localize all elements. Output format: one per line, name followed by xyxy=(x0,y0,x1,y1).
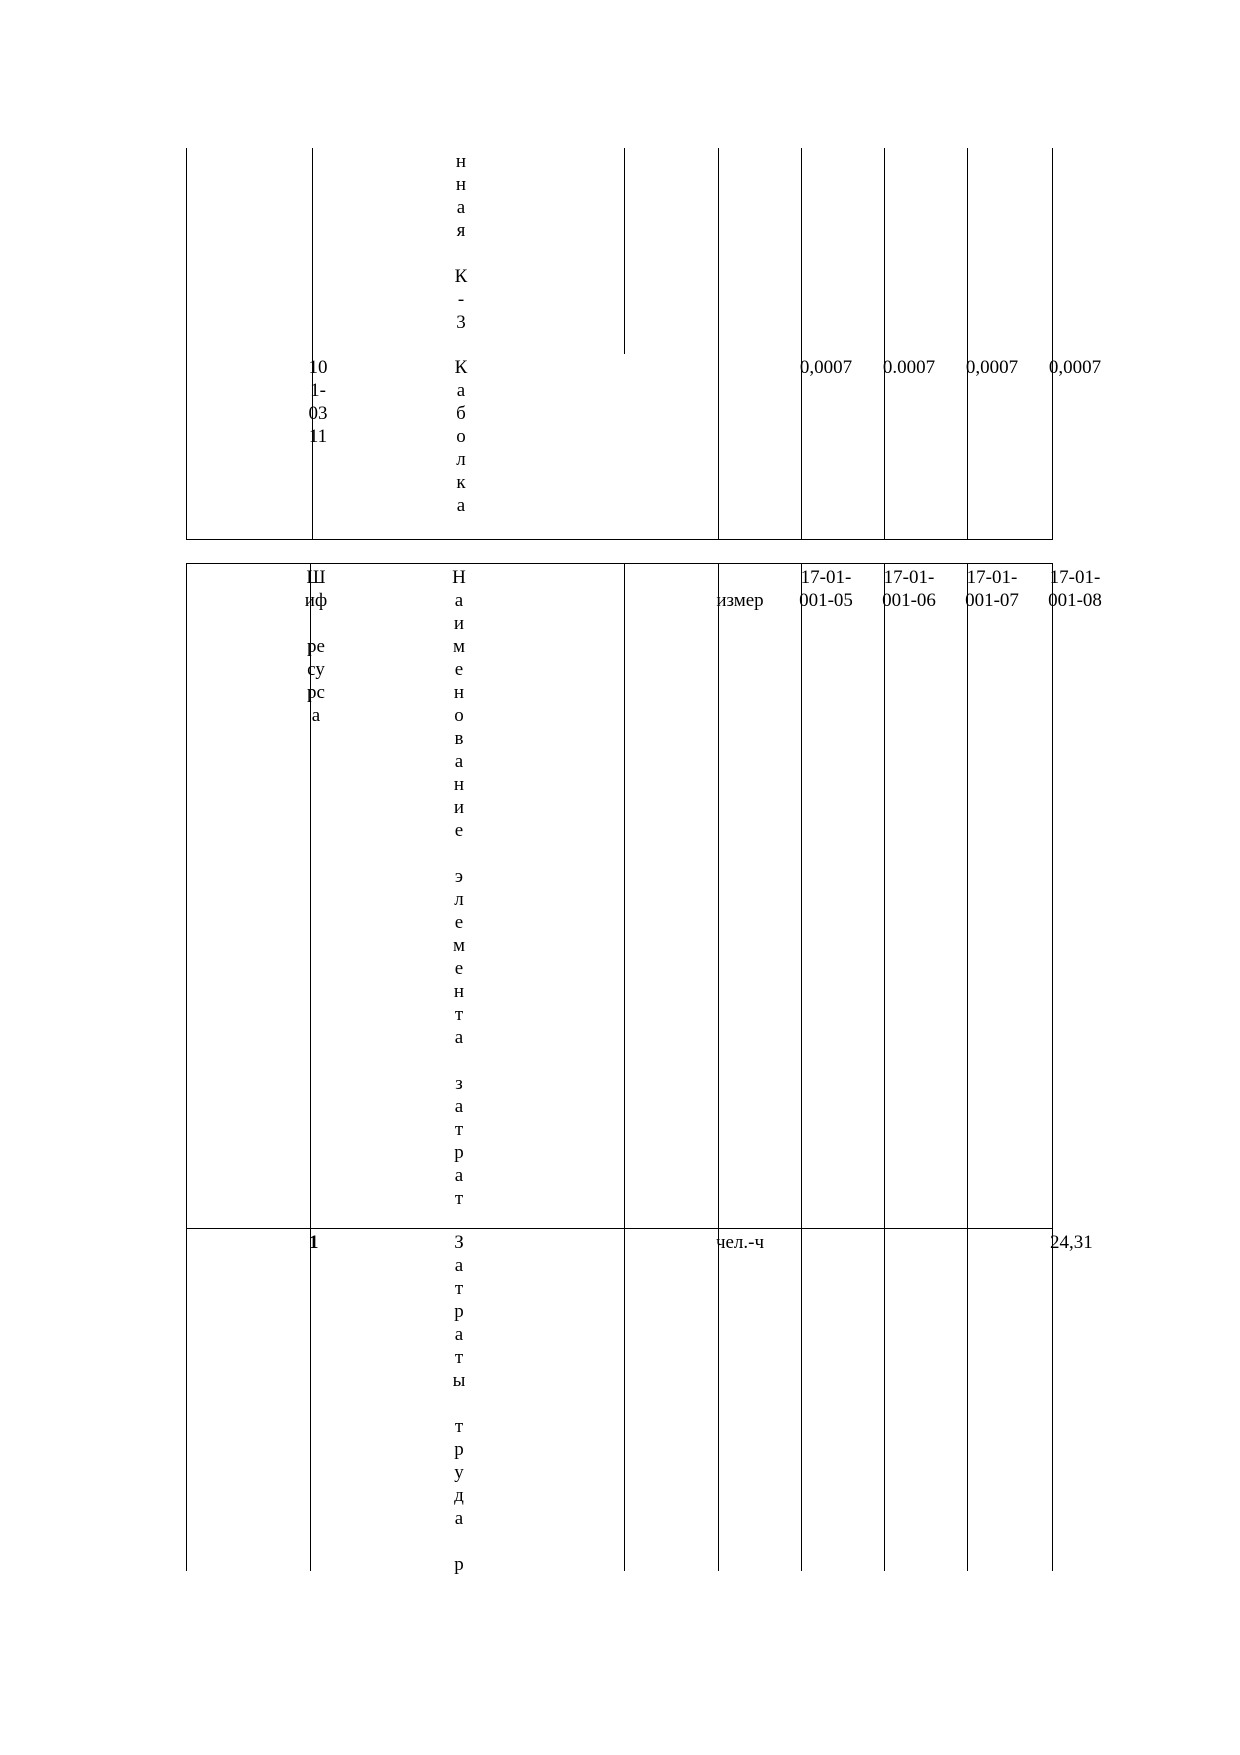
value-001-05: 0,0007 xyxy=(799,357,853,378)
letter: т xyxy=(454,1347,464,1368)
letter: ы xyxy=(452,1370,466,1391)
value-001-08: 0,0007 xyxy=(1048,357,1102,378)
letter: р xyxy=(454,1142,464,1163)
header-resource-code: Ш иф ре су рс а xyxy=(304,567,328,726)
table-border xyxy=(718,563,719,1571)
table-border xyxy=(884,563,885,1571)
letter: к xyxy=(456,472,466,493)
letter: т xyxy=(454,1119,464,1140)
letter xyxy=(447,842,471,865)
header-unit: измер xyxy=(716,590,764,611)
letter: - xyxy=(457,289,465,310)
letter: е xyxy=(454,820,464,841)
letter: о xyxy=(454,705,464,726)
letter: Н xyxy=(452,567,466,588)
table-border xyxy=(801,563,802,1571)
letter: и xyxy=(453,797,465,818)
letter: т xyxy=(454,1004,464,1025)
header-001-07: 17-01- 001-07 xyxy=(965,567,1019,611)
letter: а xyxy=(454,590,464,611)
table-border xyxy=(624,563,625,1571)
letter xyxy=(447,1392,471,1415)
letter: и xyxy=(453,613,465,634)
table-border xyxy=(186,563,1053,564)
letter: р xyxy=(454,1301,464,1322)
table-border xyxy=(967,148,968,540)
letter: з xyxy=(455,1073,463,1094)
letter: е xyxy=(454,958,464,979)
letter: л xyxy=(454,889,464,910)
unit: чел.-ч xyxy=(715,1232,765,1253)
header-element-name xyxy=(447,566,471,1210)
letter: т xyxy=(454,1188,464,1209)
element-name xyxy=(447,1231,471,1576)
letter: в xyxy=(454,728,464,749)
letter: р xyxy=(454,1439,464,1460)
value-001-06: 0.0007 xyxy=(882,357,936,378)
element-name xyxy=(449,356,473,517)
letter: э xyxy=(454,866,464,887)
table-border xyxy=(624,148,625,354)
letter: а xyxy=(456,495,466,516)
letter: а xyxy=(454,1165,464,1186)
letter: м xyxy=(452,636,466,657)
letter xyxy=(449,242,473,265)
letter: К xyxy=(454,266,468,287)
letter: а xyxy=(454,1027,464,1048)
table-border xyxy=(801,148,802,540)
table-border xyxy=(312,148,313,540)
letter: о xyxy=(456,426,466,447)
table-border xyxy=(967,563,968,1571)
letter: а xyxy=(454,751,464,772)
letter: н xyxy=(453,981,465,1002)
letter: н xyxy=(453,774,465,795)
letter: 3 xyxy=(456,312,466,333)
letter: н xyxy=(453,682,465,703)
header-001-05: 17-01- 001-05 xyxy=(799,567,853,611)
letter: а xyxy=(454,1324,464,1345)
header-001-08: 17-01- 001-08 xyxy=(1048,567,1102,611)
letter xyxy=(447,1049,471,1072)
value-001-07: 0,0007 xyxy=(965,357,1019,378)
letter: у xyxy=(454,1462,464,1483)
letter: л xyxy=(456,449,466,470)
letter: н xyxy=(455,174,467,195)
letter: а xyxy=(456,380,466,401)
letter: м xyxy=(452,935,466,956)
letter: т xyxy=(454,1416,464,1437)
letter: а xyxy=(454,1096,464,1117)
letter: е xyxy=(454,912,464,933)
letter: б xyxy=(456,403,466,424)
letter: д xyxy=(454,1485,464,1506)
table-border xyxy=(186,563,187,1571)
name-cell-tail xyxy=(449,150,473,334)
resource-code: 10 1- 03 11 xyxy=(308,357,328,447)
letter: е xyxy=(454,659,464,680)
letter: н xyxy=(455,151,467,172)
letter: а xyxy=(454,1508,464,1529)
table-border xyxy=(186,1228,1053,1229)
table-border xyxy=(884,148,885,540)
table-border xyxy=(1052,563,1053,1571)
table-border xyxy=(1052,148,1053,540)
letter: т xyxy=(454,1278,464,1299)
letter: К xyxy=(454,357,468,378)
letter: а xyxy=(456,197,466,218)
letter: а xyxy=(454,1255,464,1276)
letter xyxy=(447,1530,471,1553)
header-001-06: 17-01- 001-06 xyxy=(882,567,936,611)
value-001-08: 24,31 xyxy=(1050,1232,1093,1253)
table-border xyxy=(186,148,187,540)
letter: я xyxy=(456,220,466,241)
table-border xyxy=(718,148,719,540)
letter: р xyxy=(454,1554,464,1575)
resource-code: 1 xyxy=(309,1232,319,1253)
table-border xyxy=(186,539,1053,540)
letter: З xyxy=(454,1232,464,1253)
